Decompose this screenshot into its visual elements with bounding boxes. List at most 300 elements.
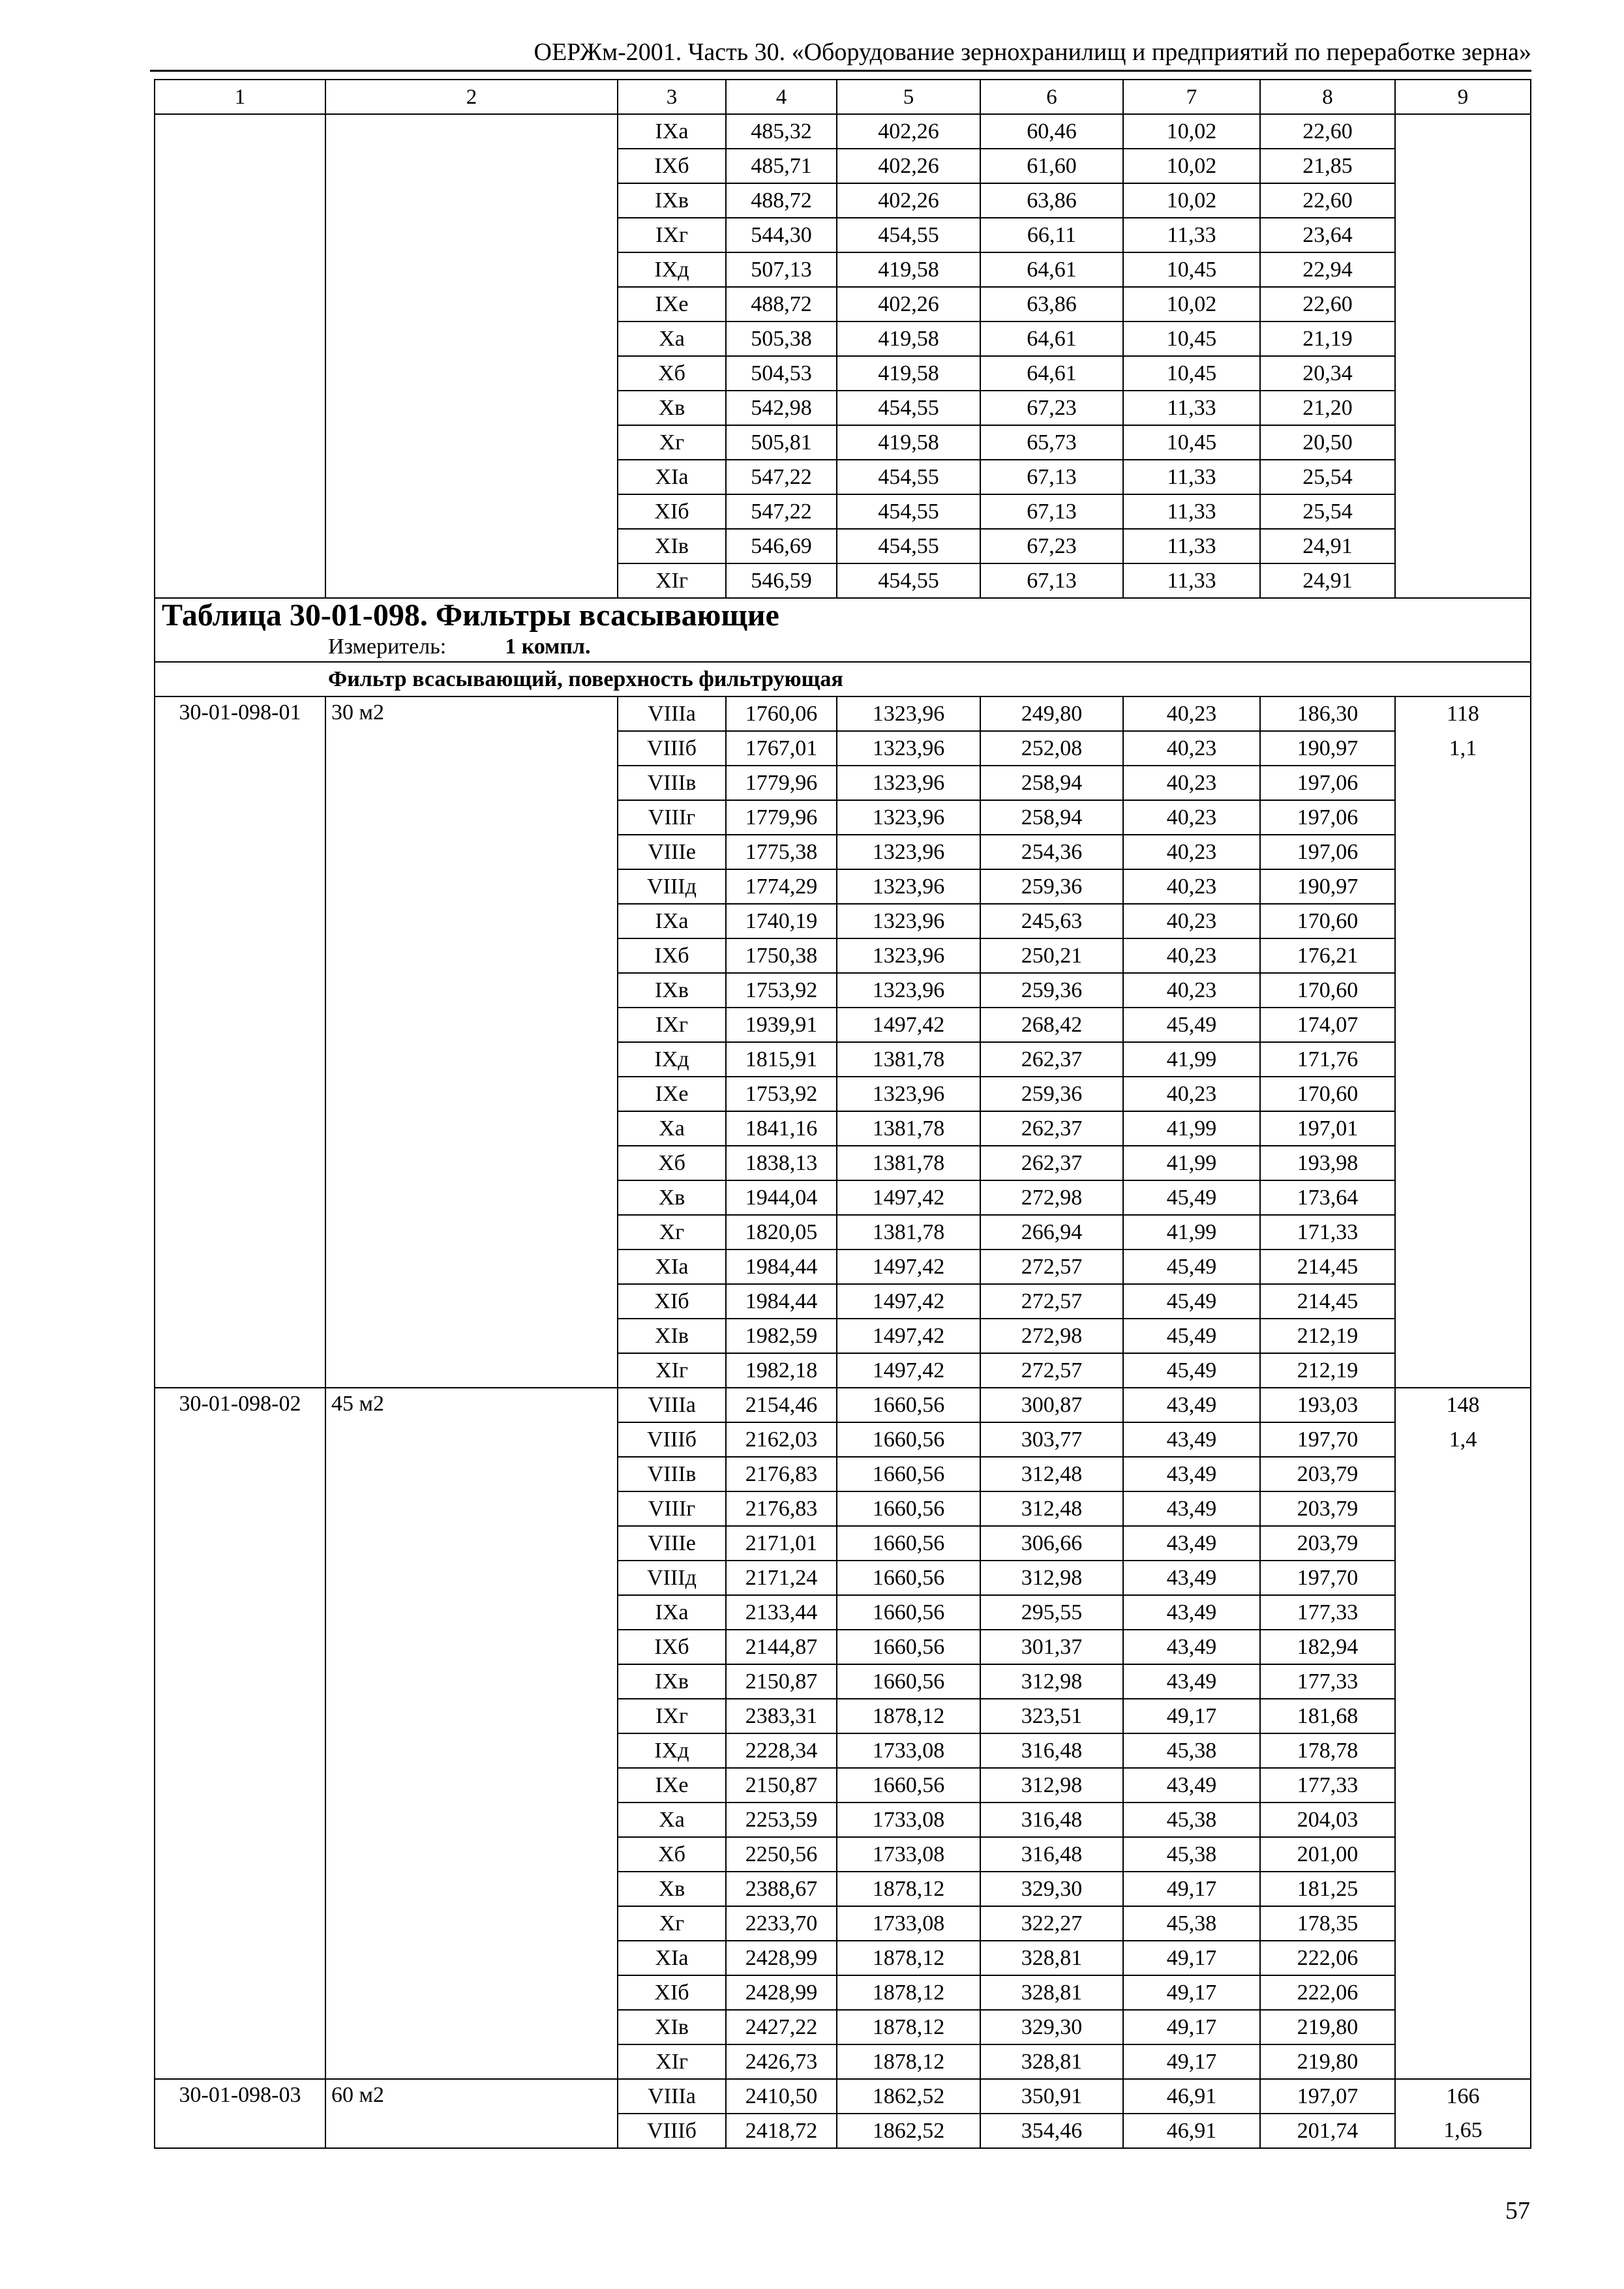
page-header xyxy=(150,34,1531,72)
value-cell: 419,58 xyxy=(837,356,980,391)
value-cell: 262,37 xyxy=(980,1111,1123,1146)
value-cell: 43,49 xyxy=(1123,1457,1260,1491)
value-cell: XIг xyxy=(618,1353,726,1388)
value-cell: IXб xyxy=(618,1630,726,1664)
value-cell: 10,02 xyxy=(1123,287,1260,322)
value-cell: 1323,96 xyxy=(837,696,980,731)
column-number: 9 xyxy=(1395,80,1531,114)
value-cell: 419,58 xyxy=(837,252,980,287)
value-cell: 67,23 xyxy=(980,391,1123,425)
value-cell: 181,68 xyxy=(1260,1699,1395,1733)
value-cell: 1862,52 xyxy=(837,2114,980,2148)
value-cell: 546,59 xyxy=(726,563,837,598)
extra-cell xyxy=(1395,869,1531,904)
value-cell: 43,49 xyxy=(1123,1595,1260,1630)
extra-cell: 148 xyxy=(1395,1388,1531,1422)
value-cell: 1779,96 xyxy=(726,800,837,835)
value-cell: 181,25 xyxy=(1260,1872,1395,1906)
extra-cell: 1,1 xyxy=(1395,731,1531,766)
value-cell: 252,08 xyxy=(980,731,1123,766)
value-cell: 11,33 xyxy=(1123,529,1260,563)
measure-value: 1 компл. xyxy=(505,635,591,659)
extra-cell xyxy=(1395,973,1531,1008)
value-cell: 1323,96 xyxy=(837,731,980,766)
value-cell: 66,11 xyxy=(980,218,1123,252)
value-cell: 1862,52 xyxy=(837,2079,980,2114)
value-cell: 49,17 xyxy=(1123,1699,1260,1733)
value-cell: 41,99 xyxy=(1123,1215,1260,1249)
value-cell: 249,80 xyxy=(980,696,1123,731)
value-cell: 1660,56 xyxy=(837,1422,980,1457)
value-cell: 328,81 xyxy=(980,1975,1123,2010)
extra-cell xyxy=(1395,904,1531,938)
value-cell: 197,70 xyxy=(1260,1422,1395,1457)
value-cell: 60,46 xyxy=(980,114,1123,149)
value-cell: 24,91 xyxy=(1260,529,1395,563)
value-cell: IXб xyxy=(618,938,726,973)
value-cell: 505,81 xyxy=(726,425,837,460)
value-cell: 1660,56 xyxy=(837,1630,980,1664)
value-cell: 43,49 xyxy=(1123,1491,1260,1526)
value-cell: 10,02 xyxy=(1123,183,1260,218)
value-cell: 40,23 xyxy=(1123,973,1260,1008)
description-cell: 30 м2 xyxy=(325,696,618,1388)
value-cell: 64,61 xyxy=(980,356,1123,391)
value-cell: 329,30 xyxy=(980,1872,1123,1906)
value-cell: 1944,04 xyxy=(726,1180,837,1215)
value-cell: 322,27 xyxy=(980,1906,1123,1941)
value-cell: VIIIe xyxy=(618,1526,726,1561)
value-cell: 203,79 xyxy=(1260,1457,1395,1491)
value-cell: 266,94 xyxy=(980,1215,1123,1249)
extra-cell xyxy=(1395,2010,1531,2044)
description-cell xyxy=(325,114,618,598)
value-cell: 40,23 xyxy=(1123,731,1260,766)
extra-cell xyxy=(1395,1906,1531,1941)
value-cell: 25,54 xyxy=(1260,494,1395,529)
value-cell: IXг xyxy=(618,1008,726,1042)
value-cell: Xв xyxy=(618,391,726,425)
value-cell: 64,61 xyxy=(980,252,1123,287)
value-cell: 43,49 xyxy=(1123,1664,1260,1699)
extra-cell xyxy=(1395,1146,1531,1180)
value-cell: 212,19 xyxy=(1260,1353,1395,1388)
column-number: 2 xyxy=(325,80,618,114)
value-cell: 328,81 xyxy=(980,1941,1123,1975)
value-cell: 2428,99 xyxy=(726,1941,837,1975)
extra-cell xyxy=(1395,1699,1531,1733)
value-cell: 485,32 xyxy=(726,114,837,149)
value-cell: 2144,87 xyxy=(726,1630,837,1664)
value-cell: IXб xyxy=(618,149,726,183)
value-cell: IXд xyxy=(618,1733,726,1768)
table-title: Таблица 30-01-098. Фильтры всасывающие xyxy=(155,598,1531,633)
extra-cell xyxy=(1395,1353,1531,1388)
value-cell: 2176,83 xyxy=(726,1457,837,1491)
value-cell: Xa xyxy=(618,1803,726,1837)
value-cell: IXг xyxy=(618,1699,726,1733)
value-cell: 174,07 xyxy=(1260,1008,1395,1042)
value-cell: 2410,50 xyxy=(726,2079,837,2114)
value-cell: 23,64 xyxy=(1260,218,1395,252)
value-cell: 63,86 xyxy=(980,183,1123,218)
value-cell: VIIIб xyxy=(618,2114,726,2148)
value-cell: Xг xyxy=(618,1215,726,1249)
value-cell: 45,38 xyxy=(1123,1906,1260,1941)
value-cell: 21,85 xyxy=(1260,149,1395,183)
value-cell: 177,33 xyxy=(1260,1768,1395,1803)
value-cell: 177,33 xyxy=(1260,1664,1395,1699)
value-cell: 61,60 xyxy=(980,149,1123,183)
value-cell: 1323,96 xyxy=(837,835,980,869)
value-cell: 1660,56 xyxy=(837,1595,980,1630)
value-cell: 272,57 xyxy=(980,1353,1123,1388)
value-cell: 2150,87 xyxy=(726,1768,837,1803)
value-cell: 40,23 xyxy=(1123,835,1260,869)
value-cell: 1660,56 xyxy=(837,1388,980,1422)
value-cell: 45,49 xyxy=(1123,1180,1260,1215)
value-cell: 454,55 xyxy=(837,494,980,529)
value-cell: 1660,56 xyxy=(837,1664,980,1699)
extra-cell xyxy=(1395,835,1531,869)
value-cell: 21,19 xyxy=(1260,322,1395,356)
extra-cell xyxy=(1395,1768,1531,1803)
value-cell: 312,48 xyxy=(980,1491,1123,1526)
value-cell: IXe xyxy=(618,287,726,322)
extra-cell xyxy=(1395,1561,1531,1595)
value-cell: 488,72 xyxy=(726,287,837,322)
extra-cell xyxy=(1395,114,1531,598)
value-cell: 197,06 xyxy=(1260,766,1395,800)
value-cell: Xг xyxy=(618,1906,726,1941)
value-cell: 1660,56 xyxy=(837,1457,980,1491)
value-cell: 1381,78 xyxy=(837,1146,980,1180)
value-cell: 201,00 xyxy=(1260,1837,1395,1872)
value-cell: 547,22 xyxy=(726,494,837,529)
value-cell: 11,33 xyxy=(1123,218,1260,252)
value-cell: 40,23 xyxy=(1123,696,1260,731)
table-row xyxy=(155,696,1531,731)
value-cell: Xг xyxy=(618,425,726,460)
value-cell: 505,38 xyxy=(726,322,837,356)
value-cell: IXa xyxy=(618,1595,726,1630)
value-cell: 1323,96 xyxy=(837,800,980,835)
value-cell: 312,48 xyxy=(980,1457,1123,1491)
value-cell: 214,45 xyxy=(1260,1284,1395,1319)
extra-cell xyxy=(1395,1975,1531,2010)
value-cell: 454,55 xyxy=(837,460,980,494)
value-cell: 197,06 xyxy=(1260,835,1395,869)
value-cell: 170,60 xyxy=(1260,1077,1395,1111)
value-cell: 312,98 xyxy=(980,1768,1123,1803)
value-cell: 2176,83 xyxy=(726,1491,837,1526)
value-cell: 2233,70 xyxy=(726,1906,837,1941)
value-cell: 2133,44 xyxy=(726,1595,837,1630)
value-cell: 1497,42 xyxy=(837,1353,980,1388)
value-cell: 301,37 xyxy=(980,1630,1123,1664)
value-cell: 203,79 xyxy=(1260,1526,1395,1561)
value-cell: 329,30 xyxy=(980,2010,1123,2044)
column-number: 4 xyxy=(726,80,837,114)
value-cell: 1660,56 xyxy=(837,1491,980,1526)
value-cell: 1381,78 xyxy=(837,1215,980,1249)
extra-cell: 1,4 xyxy=(1395,1422,1531,1457)
value-cell: 11,33 xyxy=(1123,494,1260,529)
value-cell: 190,97 xyxy=(1260,731,1395,766)
value-cell: 43,49 xyxy=(1123,1422,1260,1457)
value-cell: 1323,96 xyxy=(837,1077,980,1111)
value-cell: 2427,22 xyxy=(726,2010,837,2044)
value-cell: 45,49 xyxy=(1123,1008,1260,1042)
value-cell: VIIIб xyxy=(618,1422,726,1457)
value-cell: 2162,03 xyxy=(726,1422,837,1457)
extra-cell xyxy=(1395,1664,1531,1699)
header-rule xyxy=(150,70,1531,72)
value-cell: 49,17 xyxy=(1123,1975,1260,2010)
table-title-row xyxy=(155,598,1531,633)
value-cell: Xб xyxy=(618,1146,726,1180)
value-cell: IXг xyxy=(618,218,726,252)
value-cell: 323,51 xyxy=(980,1699,1123,1733)
value-cell: 45,38 xyxy=(1123,1837,1260,1872)
table-row xyxy=(155,1388,1531,1422)
value-cell: 2171,24 xyxy=(726,1561,837,1595)
value-cell: 402,26 xyxy=(837,287,980,322)
value-cell: 2250,56 xyxy=(726,1837,837,1872)
value-cell: 65,73 xyxy=(980,425,1123,460)
value-cell: IXa xyxy=(618,904,726,938)
value-cell: 1381,78 xyxy=(837,1111,980,1146)
value-cell: 197,06 xyxy=(1260,800,1395,835)
value-cell: XIб xyxy=(618,1284,726,1319)
value-cell: Xб xyxy=(618,1837,726,1872)
value-cell: XIa xyxy=(618,1249,726,1284)
subheader-row xyxy=(155,662,1531,696)
value-cell: Xa xyxy=(618,322,726,356)
value-cell: 182,94 xyxy=(1260,1630,1395,1664)
value-cell: 20,34 xyxy=(1260,356,1395,391)
value-cell: 22,94 xyxy=(1260,252,1395,287)
value-cell: 41,99 xyxy=(1123,1042,1260,1077)
value-cell: 49,17 xyxy=(1123,2010,1260,2044)
value-cell: 2228,34 xyxy=(726,1733,837,1768)
value-cell: 1733,08 xyxy=(837,1733,980,1768)
value-cell: 312,98 xyxy=(980,1561,1123,1595)
value-cell: 193,03 xyxy=(1260,1388,1395,1422)
extra-cell: 1,65 xyxy=(1395,2114,1531,2148)
measure-cell xyxy=(155,633,1531,662)
value-cell: 40,23 xyxy=(1123,904,1260,938)
value-cell: 1779,96 xyxy=(726,766,837,800)
value-cell: 2150,87 xyxy=(726,1664,837,1699)
value-cell: VIIIa xyxy=(618,696,726,731)
value-cell: XIг xyxy=(618,563,726,598)
value-cell: 11,33 xyxy=(1123,563,1260,598)
value-cell: VIIIв xyxy=(618,1457,726,1491)
header-title: ОЕРЖм-2001. Часть 30. «Оборудование зернохранилищ и предприятий по переработке зерна» xyxy=(534,38,1531,66)
value-cell: 258,94 xyxy=(980,766,1123,800)
value-cell: 312,98 xyxy=(980,1664,1123,1699)
column-number: 7 xyxy=(1123,80,1260,114)
value-cell: 11,33 xyxy=(1123,460,1260,494)
value-cell: 22,60 xyxy=(1260,183,1395,218)
value-cell: 41,99 xyxy=(1123,1111,1260,1146)
value-cell: 272,57 xyxy=(980,1284,1123,1319)
value-cell: 316,48 xyxy=(980,1733,1123,1768)
extra-cell xyxy=(1395,1491,1531,1526)
value-cell: 45,38 xyxy=(1123,1803,1260,1837)
value-cell: 219,80 xyxy=(1260,2044,1395,2079)
value-cell: 250,21 xyxy=(980,938,1123,973)
value-cell: 25,54 xyxy=(1260,460,1395,494)
value-cell: 170,60 xyxy=(1260,973,1395,1008)
value-cell: 259,36 xyxy=(980,869,1123,904)
value-cell: 11,33 xyxy=(1123,391,1260,425)
value-cell: 10,45 xyxy=(1123,356,1260,391)
value-cell: 1740,19 xyxy=(726,904,837,938)
extra-cell xyxy=(1395,1249,1531,1284)
extra-cell xyxy=(1395,1526,1531,1561)
value-cell: 41,99 xyxy=(1123,1146,1260,1180)
value-cell: 171,33 xyxy=(1260,1215,1395,1249)
value-cell: 1750,38 xyxy=(726,938,837,973)
measure-row xyxy=(155,633,1531,662)
code-cell: 30-01-098-03 xyxy=(155,2079,325,2148)
column-number: 3 xyxy=(618,80,726,114)
value-cell: XIв xyxy=(618,529,726,563)
value-cell: 10,45 xyxy=(1123,425,1260,460)
value-cell: 22,60 xyxy=(1260,114,1395,149)
value-cell: 1323,96 xyxy=(837,973,980,1008)
value-cell: 1878,12 xyxy=(837,2010,980,2044)
value-cell: IXд xyxy=(618,252,726,287)
extra-cell xyxy=(1395,766,1531,800)
value-cell: 63,86 xyxy=(980,287,1123,322)
value-cell: VIIIe xyxy=(618,835,726,869)
value-cell: 1878,12 xyxy=(837,2044,980,2079)
table-row xyxy=(155,114,1531,149)
value-cell: 43,49 xyxy=(1123,1388,1260,1422)
value-cell: 45,49 xyxy=(1123,1319,1260,1353)
extra-cell xyxy=(1395,1733,1531,1768)
value-cell: 272,57 xyxy=(980,1249,1123,1284)
value-cell: 402,26 xyxy=(837,114,980,149)
extra-cell xyxy=(1395,1595,1531,1630)
value-cell: 259,36 xyxy=(980,1077,1123,1111)
column-number: 5 xyxy=(837,80,980,114)
value-cell: IXa xyxy=(618,114,726,149)
value-cell: 303,77 xyxy=(980,1422,1123,1457)
value-cell: 186,30 xyxy=(1260,696,1395,731)
value-cell: 43,49 xyxy=(1123,1561,1260,1595)
value-cell: 268,42 xyxy=(980,1008,1123,1042)
value-cell: 1497,42 xyxy=(837,1008,980,1042)
value-cell: 67,13 xyxy=(980,563,1123,598)
code-cell: 30-01-098-01 xyxy=(155,696,325,1388)
value-cell: 262,37 xyxy=(980,1146,1123,1180)
value-cell: 1497,42 xyxy=(837,1180,980,1215)
value-cell: 419,58 xyxy=(837,322,980,356)
value-cell: 45,49 xyxy=(1123,1249,1260,1284)
value-cell: 2418,72 xyxy=(726,2114,837,2148)
value-cell: 40,23 xyxy=(1123,766,1260,800)
value-cell: 40,23 xyxy=(1123,1077,1260,1111)
value-cell: 1878,12 xyxy=(837,1975,980,2010)
value-cell: 10,02 xyxy=(1123,114,1260,149)
value-cell: 67,13 xyxy=(980,460,1123,494)
value-cell: 1878,12 xyxy=(837,1941,980,1975)
value-cell: 1984,44 xyxy=(726,1249,837,1284)
value-cell: 173,64 xyxy=(1260,1180,1395,1215)
value-cell: Xв xyxy=(618,1180,726,1215)
value-cell: 45,49 xyxy=(1123,1284,1260,1319)
value-cell: 454,55 xyxy=(837,563,980,598)
extra-cell xyxy=(1395,800,1531,835)
value-cell: 1775,38 xyxy=(726,835,837,869)
value-cell: 24,91 xyxy=(1260,563,1395,598)
column-number: 1 xyxy=(155,80,325,114)
value-cell: 46,91 xyxy=(1123,2114,1260,2148)
value-cell: 507,13 xyxy=(726,252,837,287)
value-cell: 22,60 xyxy=(1260,287,1395,322)
value-cell: 2171,01 xyxy=(726,1526,837,1561)
extra-cell xyxy=(1395,1941,1531,1975)
value-cell: 46,91 xyxy=(1123,2079,1260,2114)
value-cell: 193,98 xyxy=(1260,1146,1395,1180)
value-cell: 546,69 xyxy=(726,529,837,563)
extra-cell xyxy=(1395,1111,1531,1146)
value-cell: 1497,42 xyxy=(837,1284,980,1319)
page-number: 57 xyxy=(1505,2197,1530,2224)
value-cell: 272,98 xyxy=(980,1319,1123,1353)
value-cell: 10,45 xyxy=(1123,322,1260,356)
value-cell: 354,46 xyxy=(980,2114,1123,2148)
extra-cell: 166 xyxy=(1395,2079,1531,2114)
value-cell: VIIIб xyxy=(618,731,726,766)
value-cell: 177,33 xyxy=(1260,1595,1395,1630)
value-cell: 2428,99 xyxy=(726,1975,837,2010)
value-cell: 1982,59 xyxy=(726,1319,837,1353)
value-cell: 1878,12 xyxy=(837,1872,980,1906)
value-cell: 1323,96 xyxy=(837,904,980,938)
value-cell: 306,66 xyxy=(980,1526,1123,1561)
code-cell: 30-01-098-02 xyxy=(155,1388,325,2079)
value-cell: IXв xyxy=(618,973,726,1008)
value-cell: 2383,31 xyxy=(726,1699,837,1733)
value-cell: 1838,13 xyxy=(726,1146,837,1180)
value-cell: 201,74 xyxy=(1260,2114,1395,2148)
description-cell: 60 м2 xyxy=(325,2079,618,2148)
value-cell: Xб xyxy=(618,356,726,391)
value-cell: 1815,91 xyxy=(726,1042,837,1077)
value-cell: 300,87 xyxy=(980,1388,1123,1422)
value-cell: XIa xyxy=(618,460,726,494)
rates-table xyxy=(154,79,1531,2149)
value-cell: 272,98 xyxy=(980,1180,1123,1215)
measure-label: Измеритель: xyxy=(328,635,447,659)
value-cell: IXв xyxy=(618,1664,726,1699)
subheader: Фильтр всасывающий, поверхность фильтрующая xyxy=(155,662,1531,696)
value-cell: 40,23 xyxy=(1123,869,1260,904)
value-cell: 454,55 xyxy=(837,391,980,425)
value-cell: 1323,96 xyxy=(837,938,980,973)
column-number: 6 xyxy=(980,80,1123,114)
table-row xyxy=(155,2079,1531,2114)
value-cell: 245,63 xyxy=(980,904,1123,938)
value-cell: IXe xyxy=(618,1768,726,1803)
value-cell: XIб xyxy=(618,494,726,529)
value-cell: 67,13 xyxy=(980,494,1123,529)
